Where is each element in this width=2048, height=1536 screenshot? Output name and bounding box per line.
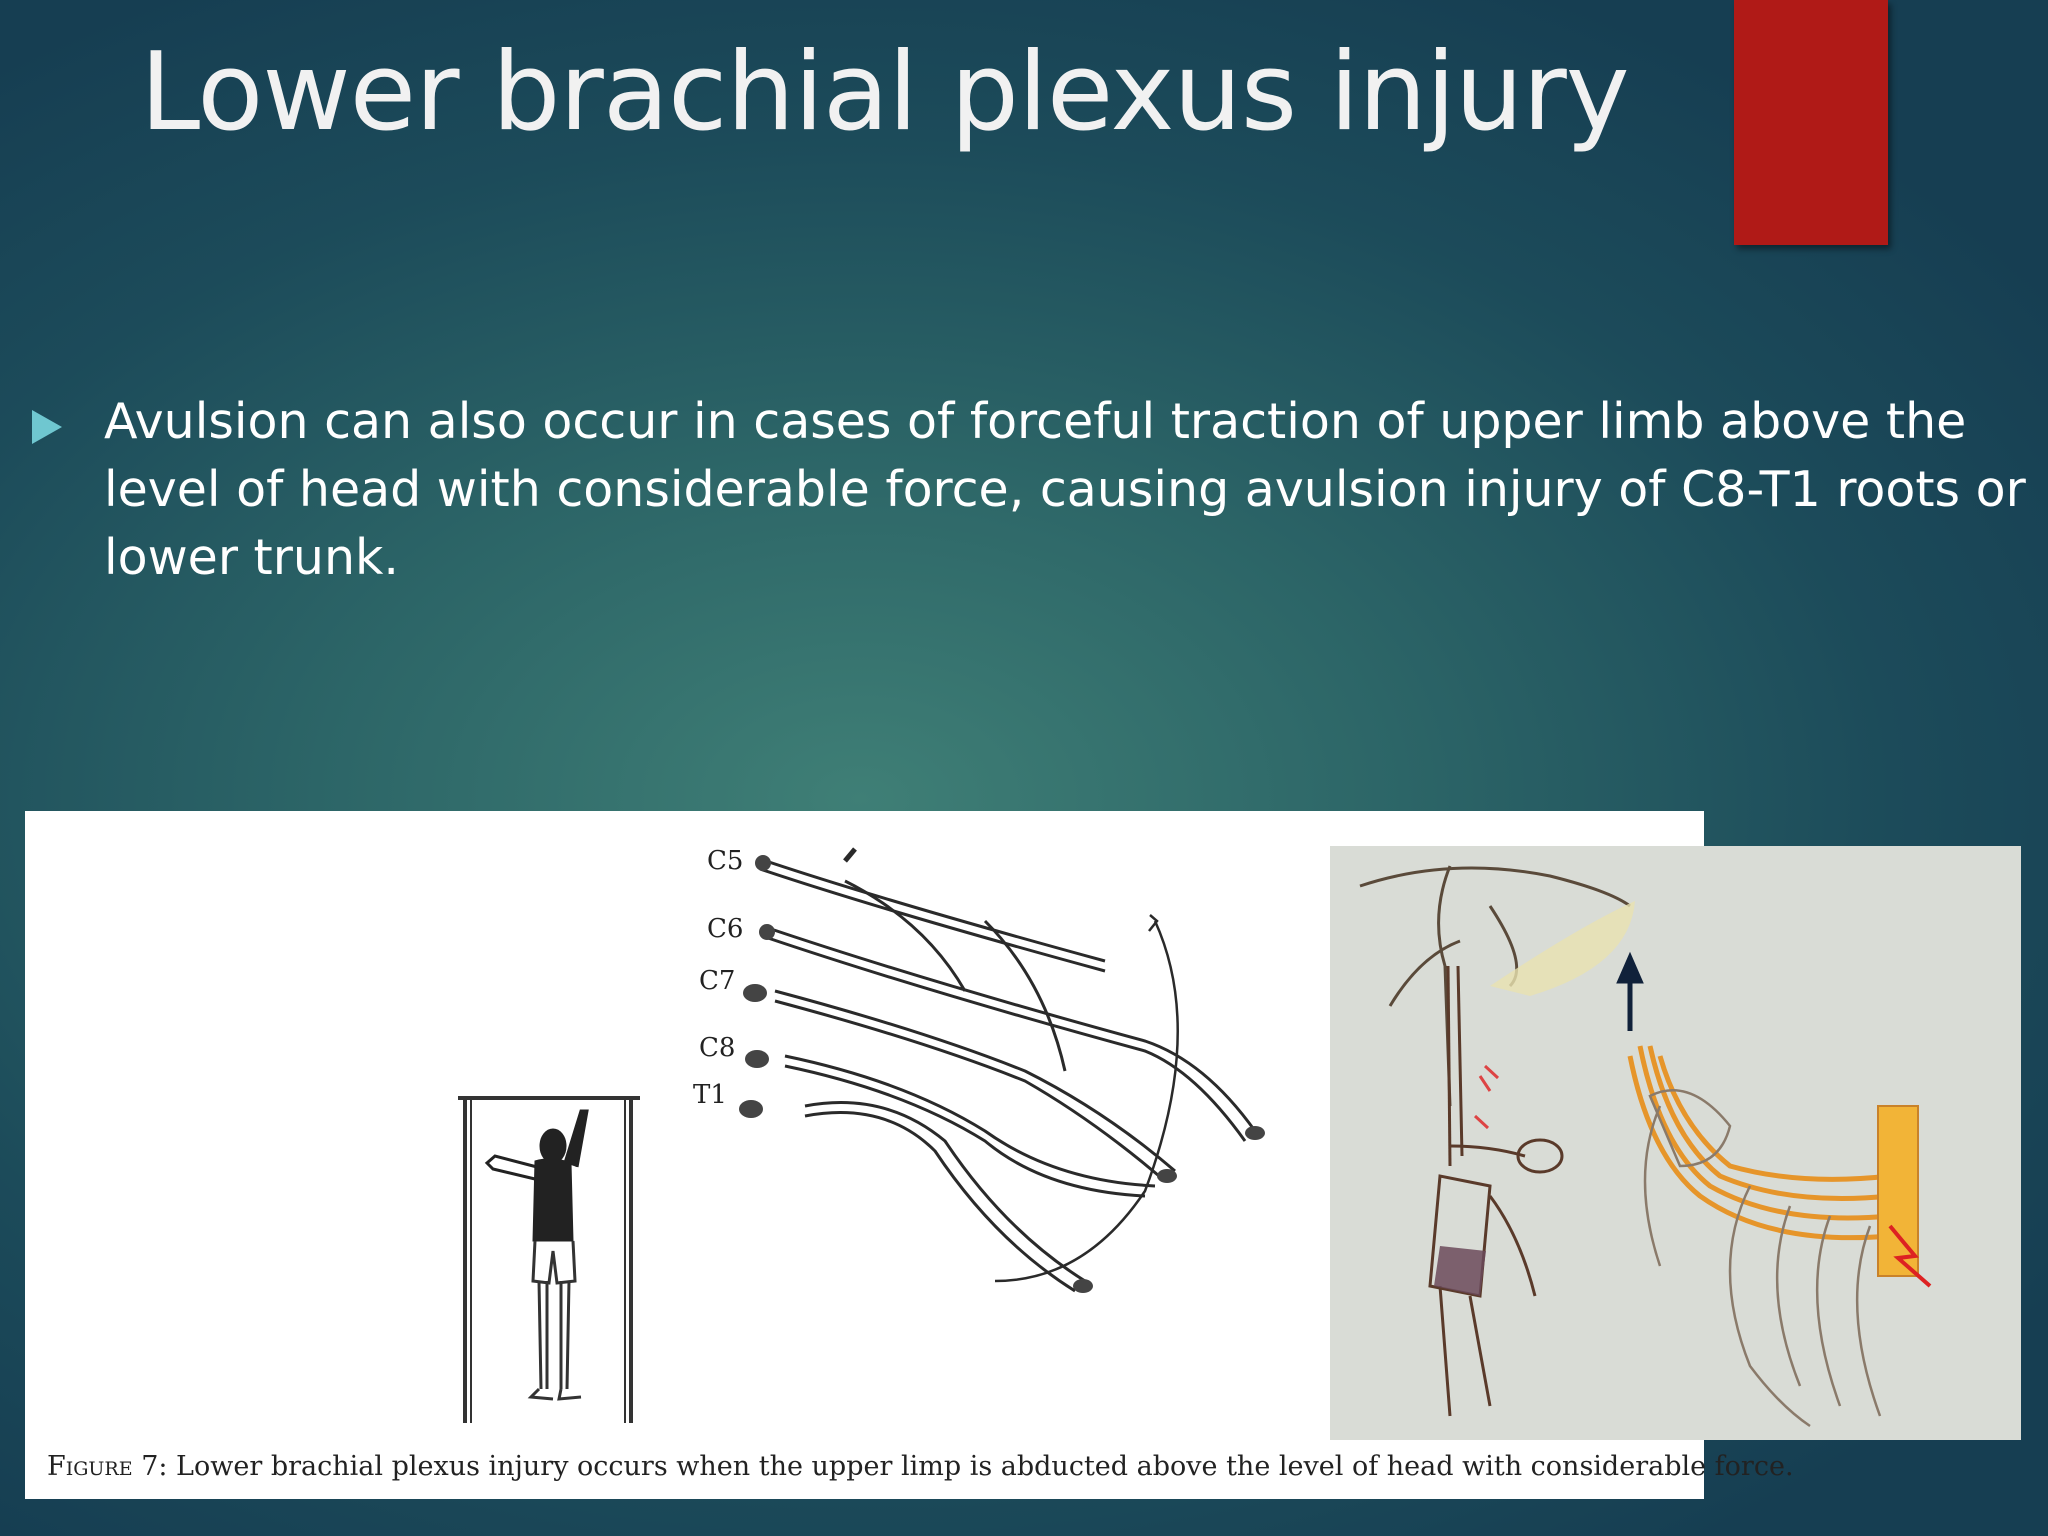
root-label-c7: C7	[699, 966, 736, 996]
figure-caption-lead: Figure 7:	[47, 1451, 168, 1482]
root-label-c8: C8	[699, 1033, 736, 1063]
figure-caption	[47, 1451, 1794, 1482]
slide-title: Lower brachial plexus injury	[140, 30, 1629, 155]
bullet-text: Avulsion can also occur in cases of forceful traction of upper limb above the level of head with considerable force, causing avulsion injury of C8-T1 roots or lower trunk.	[104, 393, 2026, 586]
root-label-t1: T1	[693, 1080, 727, 1110]
triangle-bullet-icon	[32, 410, 62, 444]
figure-caption-text: Lower brachial plexus injury occurs when the upper limp is abducted above the level of head with considerable force.	[167, 1451, 1794, 1482]
tree-fall-drawing	[1330, 846, 2021, 1440]
accent-bar	[1734, 0, 1888, 245]
root-label-c5: C5	[707, 846, 744, 876]
root-label-c6: C6	[707, 914, 744, 944]
figure-illustration-right	[1330, 846, 2021, 1440]
